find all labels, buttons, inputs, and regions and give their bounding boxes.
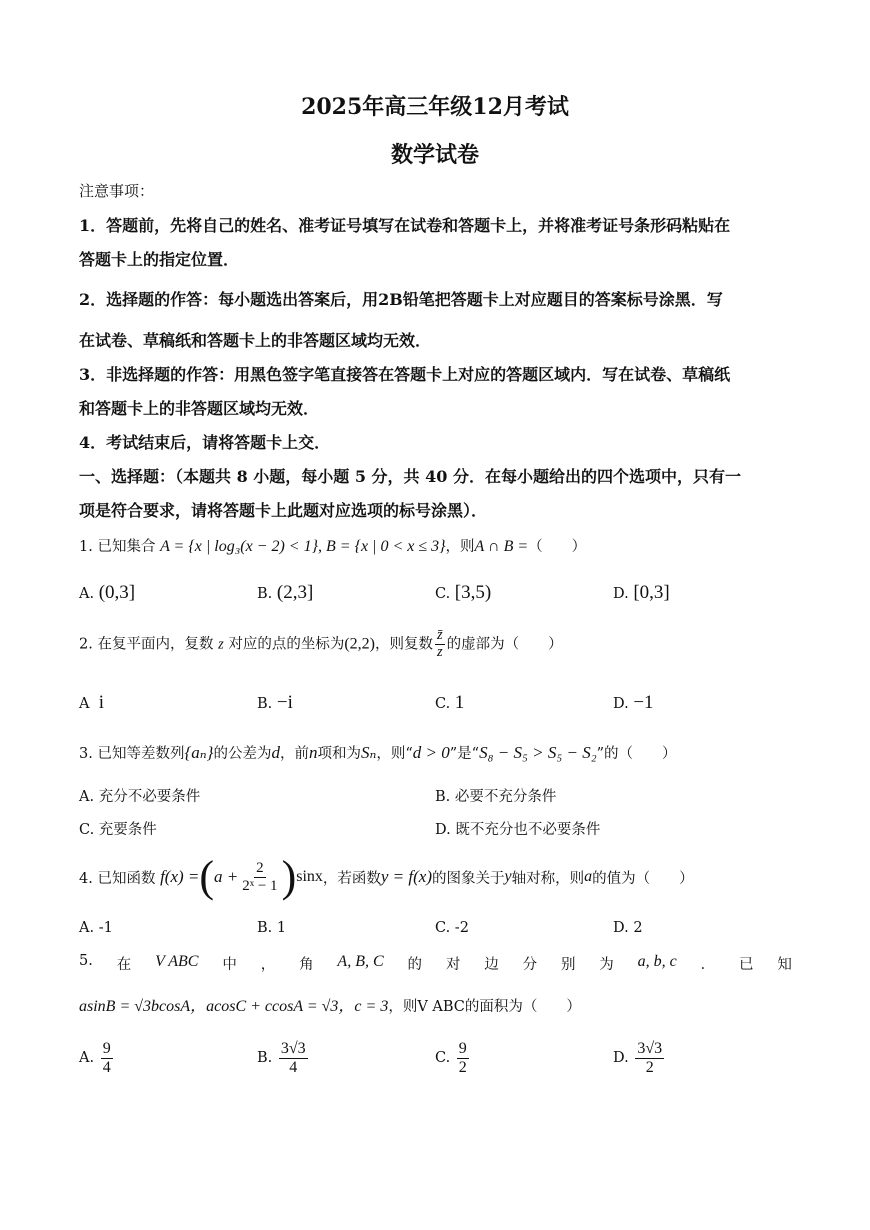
q2-option-c[interactable]: C. 1 — [435, 692, 465, 713]
q3-option-a[interactable]: A. 充分不必要条件 — [79, 789, 201, 805]
q4-option-c[interactable]: C. -2 — [435, 920, 469, 936]
q3-option-d[interactable]: D. 既不充分也不必要条件 — [435, 822, 601, 838]
exam-title: 2025年高三年级12月考试 — [301, 94, 569, 120]
notice-item-1-cont: 答题卡上的指定位置． — [79, 250, 240, 269]
notice-item-2: 2．选择题的作答：每小题选出答案后，用2B铅笔把答题卡上对应题目的答案标号涂黑．写 — [79, 290, 723, 309]
q5-option-d[interactable]: D. $\frac{3√3}{2}$ — [613, 1040, 663, 1076]
set-a-expression: A = {x | log₃(x − 2) < 1} — [160, 538, 318, 555]
question-5-cont: asinB = √3bcosA，acosC + ccosA = √3，c = 3，则V ABC的面积为（ ） — [79, 998, 581, 1015]
set-b-expression: , B = {x | 0 < x ≤ 3} — [318, 538, 446, 555]
question-5: 5. 在 V ABC 中 ， 角 A, B, C 的 对 边 分 别 为 a, b, c ． 已 知 — [79, 953, 792, 973]
conjugate-over-z-fraction: $\frac{z̄}{z}$ — [436, 627, 443, 660]
q1-option-a[interactable]: A. (0,3] — [79, 582, 136, 603]
notice-item-3-cont: 和答题卡上的非答题区域均无效． — [79, 399, 320, 418]
q3-option-b[interactable]: B. 必要不充分条件 — [435, 789, 557, 805]
q4-option-d[interactable]: D. 2 — [613, 920, 643, 936]
q4-option-a[interactable]: A. -1 — [79, 920, 113, 936]
q1-option-b[interactable]: B. (2,3] — [257, 582, 314, 603]
notice-item-3: 3．非选择题的作答：用黑色签字笔直接答在答题卡上对应的答题区域内．写在试卷、草稿纸 — [79, 365, 731, 384]
exam-subtitle: 数学试卷 — [390, 142, 479, 168]
q3-option-c[interactable]: C. 充要条件 — [79, 822, 157, 838]
question-2: 2. 在复平面内，复数 z 对应的点的坐标为(2,2)，则复数 $\frac{z̄}{z}$ 的虚部为（ ） — [79, 627, 563, 660]
question-4: 4. 已知函数 f(x) = ( a + $\frac{2}{\text{2ˣ − 1}}$ ) sinx ，若函数 y = f(x) 的图象关于 y 轴对称，则 a 的值为（ ） — [79, 852, 694, 901]
q4-option-b[interactable]: B. 1 — [257, 920, 287, 936]
q2-option-b[interactable]: B. −i — [257, 692, 293, 713]
q5-option-b[interactable]: B. $\frac{3√3}{4}$ — [257, 1040, 306, 1076]
section-1-heading: 一、选择题：（本题共 8 小题，每小题 5 分，共 40 分．在每小题给出的四个选项中，只有一 — [79, 467, 741, 486]
notice-item-1: 1．答题前，先将自己的姓名、准考证号填写在试卷和答题卡上，并将准考证号条形码粘贴在 — [79, 216, 731, 235]
q1-option-c[interactable]: C. [3,5) — [435, 582, 492, 603]
q1-option-d[interactable]: D. [0,3] — [613, 582, 670, 603]
q2-option-d[interactable]: D. −1 — [613, 692, 654, 713]
notice-item-2-cont: 在试卷、草稿纸和答题卡上的非答题区域均无效． — [79, 331, 432, 350]
question-1: 1. 已知集合 A = {x | log₃(x − 2) < 1}, B = {x | 0 < x ≤ 3}，则A ∩ B =（ ） — [79, 538, 587, 555]
two-over-fraction: $\frac{2}{\text{2ˣ − 1}}$ — [242, 860, 278, 894]
q5-option-c[interactable]: C. $\frac{9}{2}$ — [435, 1040, 467, 1076]
notice-item-4: 4．考试结束后，请将答题卡上交． — [79, 433, 331, 452]
notice-heading: 注意事项： — [79, 182, 155, 200]
q5-option-a[interactable]: A. $\frac{9}{4}$ — [79, 1040, 111, 1076]
question-3: 3. 已知等差数列{aₙ}的公差为d，前n项和为Sₙ，则“d > 0”是“S₈ − S₅ > S₅ − S₂”的（ ） — [79, 743, 677, 762]
q2-option-a[interactable]: A i — [79, 692, 104, 713]
section-1-heading-cont: 项是符合要求，请将答题卡上此题对应选项的标号涂黑）． — [79, 501, 488, 520]
